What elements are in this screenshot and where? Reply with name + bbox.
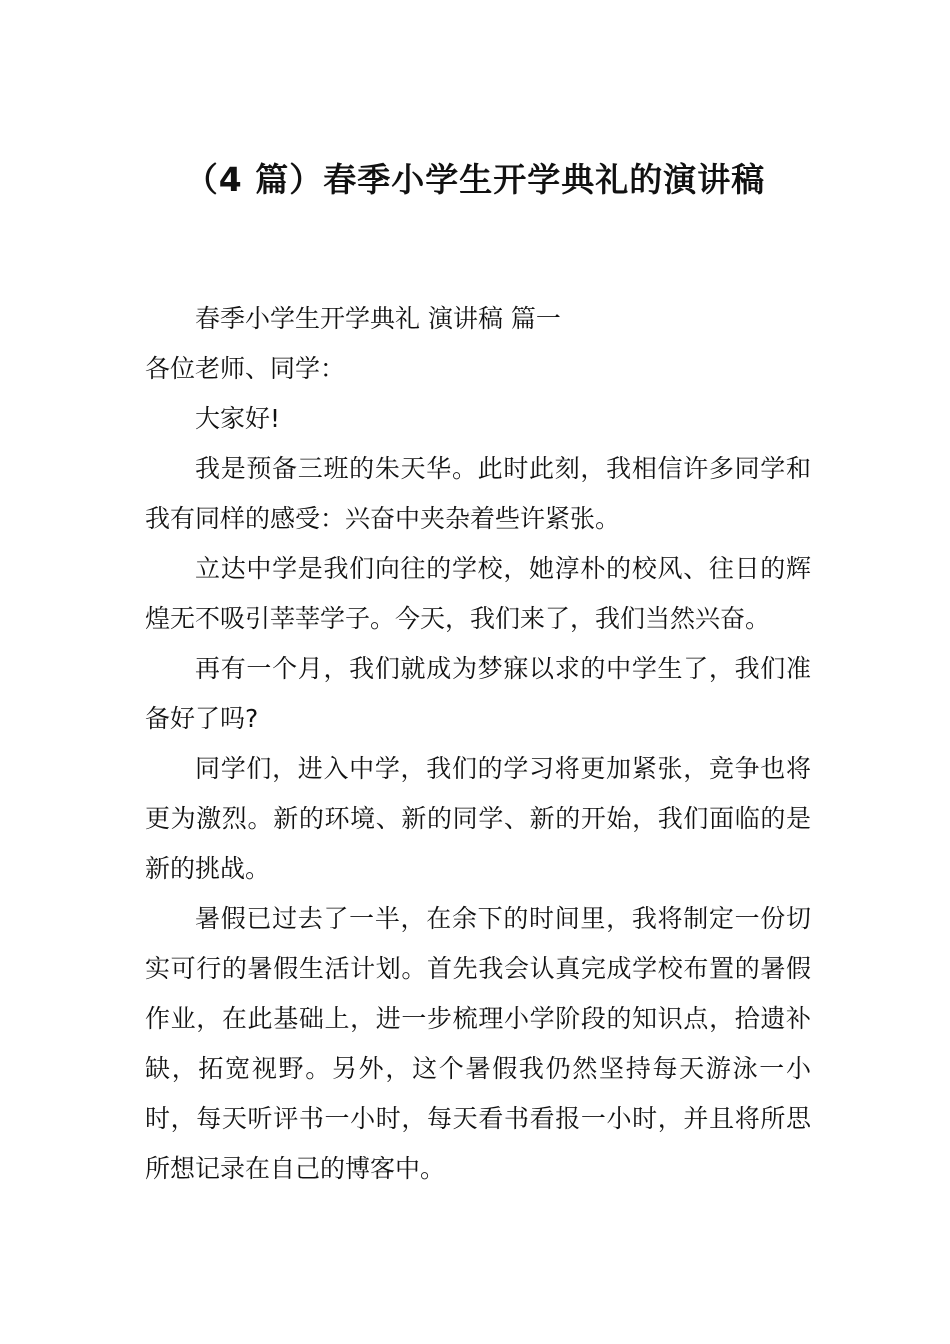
paragraph-school: 立达中学是我们向往的学校，她淳朴的校风、往日的辉煌无不吸引莘莘学子。今天，我们来了，我们当然兴奋。 <box>145 554 811 633</box>
document-body <box>145 294 811 1194</box>
paragraph-question: 再有一个月，我们就成为梦寐以求的中学生了，我们准备好了吗? <box>145 654 811 733</box>
paragraph-introduction: 我是预备三班的朱天华。此时此刻，我相信许多同学和我有同样的感受：兴奋中夹杂着些许紧张。 <box>145 454 811 533</box>
salutation: 各位老师、同学： <box>145 354 346 383</box>
paragraph-greeting: 大家好! <box>195 404 281 433</box>
paragraph-summer-plan: 暑假已过去了一半，在余下的时间里，我将制定一份切实可行的暑假生活计划。首先我会认真完成学校布置的暑假作业，在此基础上，进一步梳理小学阶段的知识点，拾遗补缺，拓宽视野。另外，这个暑假我仍然坚持每天游泳一小时，每天听评书一小时，每天看书看报一小时，并且将所思所想记录在自己的博客中。 <box>145 904 811 1183</box>
section-heading: 春季小学生开学典礼 演讲稿 篇一 <box>195 304 561 333</box>
document-title: （4 篇）春季小学生开学典礼的演讲稿 <box>184 160 766 199</box>
paragraph-challenge: 同学们，进入中学，我们的学习将更加紧张，竞争也将更为激烈。新的环境、新的同学、新的开始，我们面临的是新的挑战。 <box>145 754 811 883</box>
